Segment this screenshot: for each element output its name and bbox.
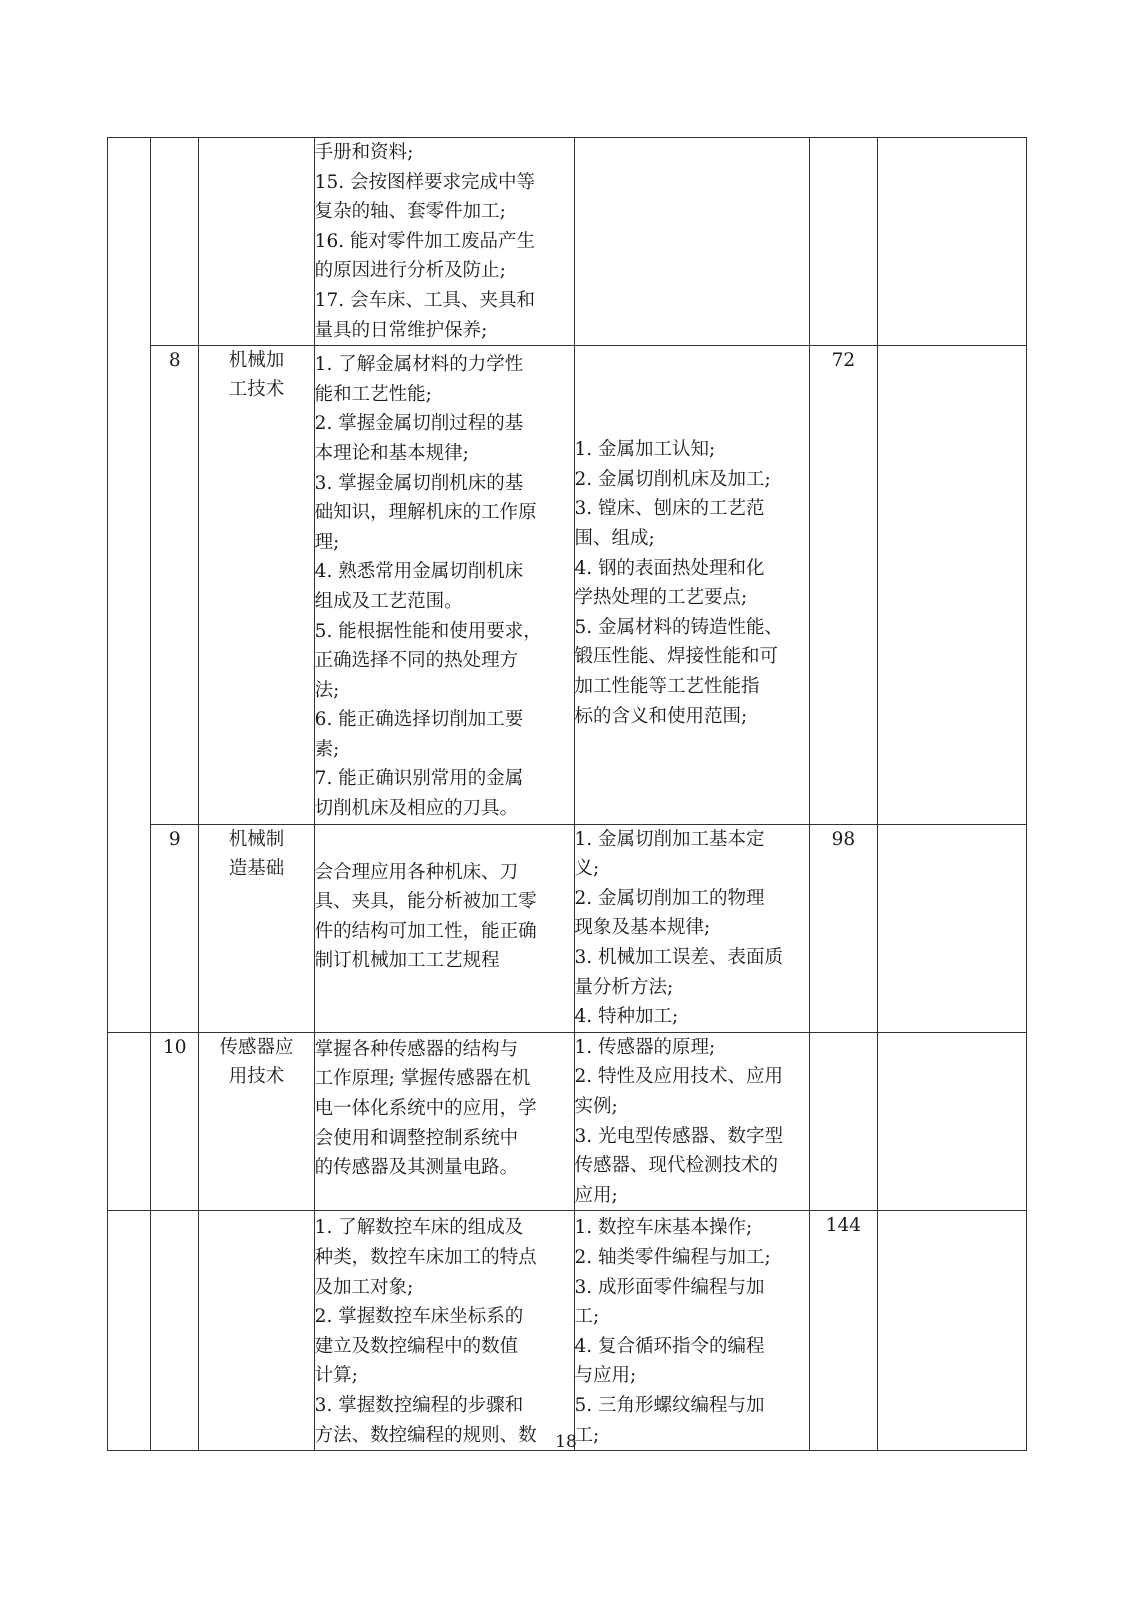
text-line: 现象及基本规律;: [574, 917, 711, 939]
text-line: 组成及工艺范围。: [314, 590, 463, 612]
category-cell: [108, 1032, 151, 1211]
goals-cell: [314, 1211, 574, 1451]
text-line: 学热处理的工艺要点;: [574, 587, 748, 609]
table-row-continued: [108, 138, 1027, 346]
content-cell: [574, 1032, 810, 1211]
text-line: 17. 会车床、工具、夹具和: [314, 289, 535, 311]
table-row-9: [108, 824, 1027, 1032]
text-line: 3. 镗床、刨床的工艺范: [574, 498, 765, 520]
text-line: 围、组成;: [574, 527, 655, 549]
text-line: 机械制: [228, 828, 285, 850]
text-line: 计算;: [314, 1365, 358, 1387]
text-line: 及加工对象;: [314, 1276, 414, 1298]
hours-value: 144: [825, 1215, 862, 1237]
number-cell: [151, 138, 199, 346]
course-name-cell: [199, 138, 314, 346]
text-line: 理;: [314, 531, 340, 553]
text-line: 件的结构可加工性，能正确: [314, 920, 537, 942]
text-line: 标的含义和使用范围;: [574, 705, 748, 727]
hours-cell: [810, 138, 877, 346]
text-line: 与应用;: [574, 1365, 637, 1387]
hours-cell: [810, 1032, 877, 1211]
text-line: 方法、数控编程的规则、数: [314, 1424, 537, 1446]
text-line: 素;: [314, 738, 340, 760]
text-line: 15. 会按图样要求完成中等: [314, 171, 535, 193]
text-line: 5. 金属材料的铸造性能、: [574, 616, 784, 638]
goals-cell: [314, 824, 574, 1032]
text-line: 量具的日常维护保养;: [314, 319, 488, 341]
course-name-cell: [199, 346, 314, 825]
goals-cell: [314, 138, 574, 346]
row-number: 9: [168, 828, 181, 850]
text-line: 2. 金属切削机床及加工;: [574, 468, 771, 490]
text-line: 会使用和调整控制系统中: [314, 1127, 519, 1149]
content-cell: [574, 1211, 810, 1451]
text-line: 加工性能等工艺性能指: [574, 675, 760, 697]
hours-cell: [810, 1211, 877, 1451]
category-cell: [108, 1211, 151, 1451]
remarks-cell: [877, 1032, 1027, 1211]
text-line: 6. 能正确选择切削加工要: [314, 709, 524, 731]
text-line: 2. 掌握金属切削过程的基: [314, 413, 524, 435]
text-line: 2. 轴类零件编程与加工;: [574, 1246, 771, 1268]
text-line: 3. 成形面零件编程与加: [574, 1276, 765, 1298]
remarks-cell: [877, 138, 1027, 346]
hours-value: 98: [831, 828, 856, 850]
category-cell: [108, 138, 151, 1033]
content-cell: [574, 824, 810, 1032]
text-line: 4. 钢的表面热处理和化: [574, 557, 765, 579]
page-number: 18: [555, 1432, 577, 1452]
text-line: 7. 能正确识别常用的金属: [314, 768, 524, 790]
text-line: 1. 了解数控车床的组成及: [314, 1217, 524, 1239]
course-name-cell: [199, 1032, 314, 1211]
text-line: 种类，数控车床加工的特点: [314, 1246, 537, 1268]
table-row-8: [108, 346, 1027, 825]
text-line: 16. 能对零件加工废品产生: [314, 230, 535, 252]
remarks-cell: [877, 824, 1027, 1032]
text-line: 1. 了解金属材料的力学性: [314, 354, 524, 376]
hours-cell: [810, 824, 877, 1032]
text-line: 工;: [574, 1424, 600, 1446]
text-line: 正确选择不同的热处理方: [314, 650, 519, 672]
remarks-cell: [877, 1211, 1027, 1451]
row-number: 8: [168, 350, 181, 372]
text-line: 2. 掌握数控车床坐标系的: [314, 1306, 524, 1328]
course-table: [107, 137, 1027, 1451]
hours-value: 72: [831, 350, 856, 372]
text-line: 能和工艺性能;: [314, 383, 432, 405]
row-number: 10: [162, 1036, 187, 1058]
text-line: 应用;: [574, 1184, 618, 1206]
text-line: 传感器、现代检测技术的: [574, 1155, 779, 1177]
text-line: 3. 光电型传感器、数字型: [574, 1125, 784, 1147]
text-line: 会合理应用各种机床、刀: [314, 861, 519, 883]
text-line: 的原因进行分析及防止;: [314, 260, 506, 282]
text-line: 锻压性能、焊接性能和可: [574, 646, 779, 668]
text-line: 3. 掌握金属切削机床的基: [314, 472, 524, 494]
number-cell: [151, 824, 199, 1032]
text-line: 用技术: [228, 1065, 285, 1087]
text-line: 础知识，理解机床的工作原: [314, 502, 537, 524]
text-line: 1. 传感器的原理;: [574, 1036, 716, 1058]
course-name-cell: [199, 1211, 314, 1451]
text-line: 机械加: [228, 350, 285, 372]
text-line: 电一体化系统中的应用，学: [314, 1098, 537, 1119]
table-row-11: [108, 1211, 1027, 1451]
text-line: 法;: [314, 679, 340, 701]
text-line: 4. 特种加工;: [574, 1006, 679, 1028]
text-line: 2. 金属切削加工的物理: [574, 887, 765, 909]
text-line: 建立及数控编程中的数值: [314, 1335, 519, 1357]
text-line: 1. 数控车床基本操作;: [574, 1217, 753, 1239]
content-cell: [574, 138, 810, 346]
text-line: 1. 金属加工认知;: [574, 439, 716, 461]
course-name-cell: [199, 824, 314, 1032]
text-line: 手册和资料;: [314, 142, 414, 163]
text-line: 工;: [574, 1306, 600, 1328]
goals-cell: [314, 346, 574, 825]
text-line: 5. 能根据性能和使用要求，: [314, 620, 542, 642]
number-cell: [151, 1211, 199, 1451]
number-cell: [151, 346, 199, 825]
number-cell: [151, 1032, 199, 1211]
remarks-cell: [877, 346, 1027, 825]
text-line: 复杂的轴、套零件加工;: [314, 201, 506, 223]
text-line: 4. 复合循环指令的编程: [574, 1335, 765, 1357]
text-line: 切削机床及相应的刀具。: [314, 798, 519, 820]
text-line: 4. 熟悉常用金属切削机床: [314, 561, 524, 583]
text-line: 5. 三角形螺纹编程与加: [574, 1394, 765, 1416]
text-line: 量分析方法;: [574, 976, 674, 998]
text-line: 工作原理; 掌握传感器在机: [314, 1068, 531, 1090]
text-line: 2. 特性及应用技术、应用: [574, 1066, 784, 1088]
text-line: 实例;: [574, 1096, 618, 1117]
text-line: 掌握各种传感器的结构与: [314, 1038, 519, 1060]
text-line: 的传感器及其测量电路。: [314, 1157, 519, 1179]
goals-cell: [314, 1032, 574, 1211]
text-line: 造基础: [228, 857, 285, 879]
text-line: 3. 机械加工误差、表面质: [574, 947, 784, 969]
text-line: 义;: [574, 858, 600, 880]
text-line: 1. 金属切削加工基本定: [574, 828, 765, 850]
table-row-10: [108, 1032, 1027, 1211]
hours-cell: [810, 346, 877, 825]
text-line: 本理论和基本规律;: [314, 442, 469, 464]
text-line: 传感器应: [219, 1036, 294, 1058]
text-line: 具、夹具，能分析被加工零: [314, 891, 537, 913]
text-line: 工技术: [228, 379, 285, 401]
text-line: 3. 掌握数控编程的步骤和: [314, 1394, 524, 1416]
content-cell: [574, 346, 810, 825]
text-line: 制订机械加工工艺规程: [314, 950, 500, 972]
